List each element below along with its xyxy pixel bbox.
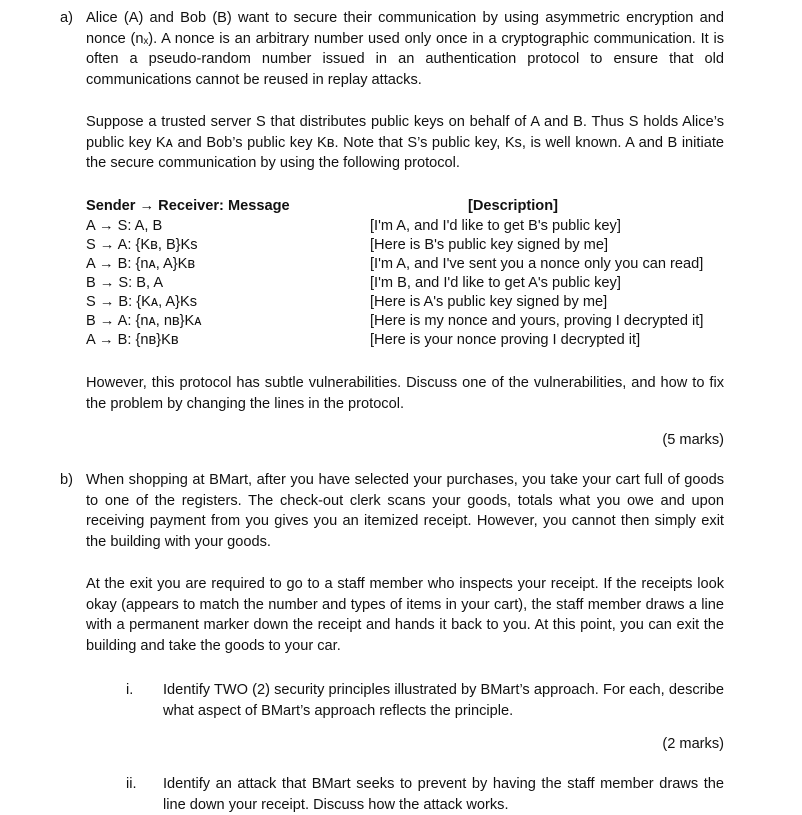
- part-b-para1: When shopping at BMart, after you have selected your purchases, you take your cart full of goods to one of the registers. The check-out clerk scans your goods, totals what you owe and upon receiving payment from you gives you an itemized receipt. However, you cannot then simply exit the building with your goods.: [86, 472, 724, 550]
- sub-i-label: i.: [126, 682, 134, 698]
- protocol-row-desc: [Here is my nonce and yours, proving I decrypted it]: [370, 313, 704, 329]
- protocol-row-desc: [Here is B's public key signed by me]: [370, 237, 609, 253]
- protocol-row-desc: [Here is A's public key signed by me]: [370, 294, 608, 310]
- sub-ii-text: Identify an attack that BMart seeks to prevent by having the staff member draws the line down your receipt. Discuss how the attack works.: [163, 776, 724, 813]
- part-a-intro: Alice (A) and Bob (B) want to secure their communication by using asymmetric encryption and nonce (nₓ). A nonce is an arbitrary number used only once in a cryptographic communication. It is often a pseudo-random number issued in an authentication protocol to ensure that old communications cannot be reused in replay attacks.: [86, 10, 724, 88]
- protocol-row-msg: A → B: {nᴀ, A}Kʙ: [86, 256, 196, 272]
- protocol-row-desc: [I'm A, and I've sent you a nonce only you can read]: [370, 256, 704, 272]
- protocol-row-msg: S → B: {Kᴀ, A}Ks: [86, 294, 198, 310]
- part-a-marks: (5 marks): [662, 432, 724, 448]
- sub-i-text: Identify TWO (2) security principles illustrated by BMart’s approach. For each, describe what aspect of BMart’s approach reflects the principle.: [163, 682, 724, 719]
- sub-i-marks: (2 marks): [662, 736, 724, 752]
- protocol-row-msg: S → A: {Kʙ, B}Ks: [86, 237, 198, 253]
- part-b-para2: At the exit you are required to go to a staff member who inspects your receipt. If the receipts look okay (appears to match the number and types of items in your cart), the staff member draws a line with a permanent marker down the receipt and hands it back to you. At this point, you can exit the building and take the goods to your car.: [86, 576, 724, 654]
- protocol-row-desc: [I'm B, and I'd like to get A's public key]: [370, 275, 621, 291]
- protocol-row-msg: A → B: {nʙ}Kʙ: [86, 332, 179, 348]
- part-a-question: However, this protocol has subtle vulnerabilities. Discuss one of the vulnerabilities, and how to fix the problem by changing the lines in the protocol.: [86, 375, 724, 412]
- sub-ii-label: ii.: [126, 776, 137, 792]
- protocol-header-right: [Description]: [468, 198, 558, 214]
- protocol-header-left: Sender → Receiver: Message: [86, 198, 290, 214]
- part-a-label: a): [60, 10, 73, 26]
- protocol-row-desc: [Here is your nonce proving I decrypted it]: [370, 332, 641, 348]
- part-b-label: b): [60, 472, 73, 488]
- protocol-row-msg: B → S: B, A: [86, 275, 164, 291]
- protocol-row-desc: [I'm A, and I'd like to get B's public key]: [370, 218, 621, 234]
- protocol-row-msg: A → S: A, B: [86, 218, 163, 234]
- protocol-row-msg: B → A: {nᴀ, nʙ}Kᴀ: [86, 313, 202, 329]
- part-a-setup: Suppose a trusted server S that distributes public keys on behalf of A and B. Thus S holds Alice’s public key Kᴀ and Bob’s public key Kʙ. Note that S’s public key, Ks, is well known. A and B initiate the secure communication by using the following protocol.: [86, 114, 724, 172]
